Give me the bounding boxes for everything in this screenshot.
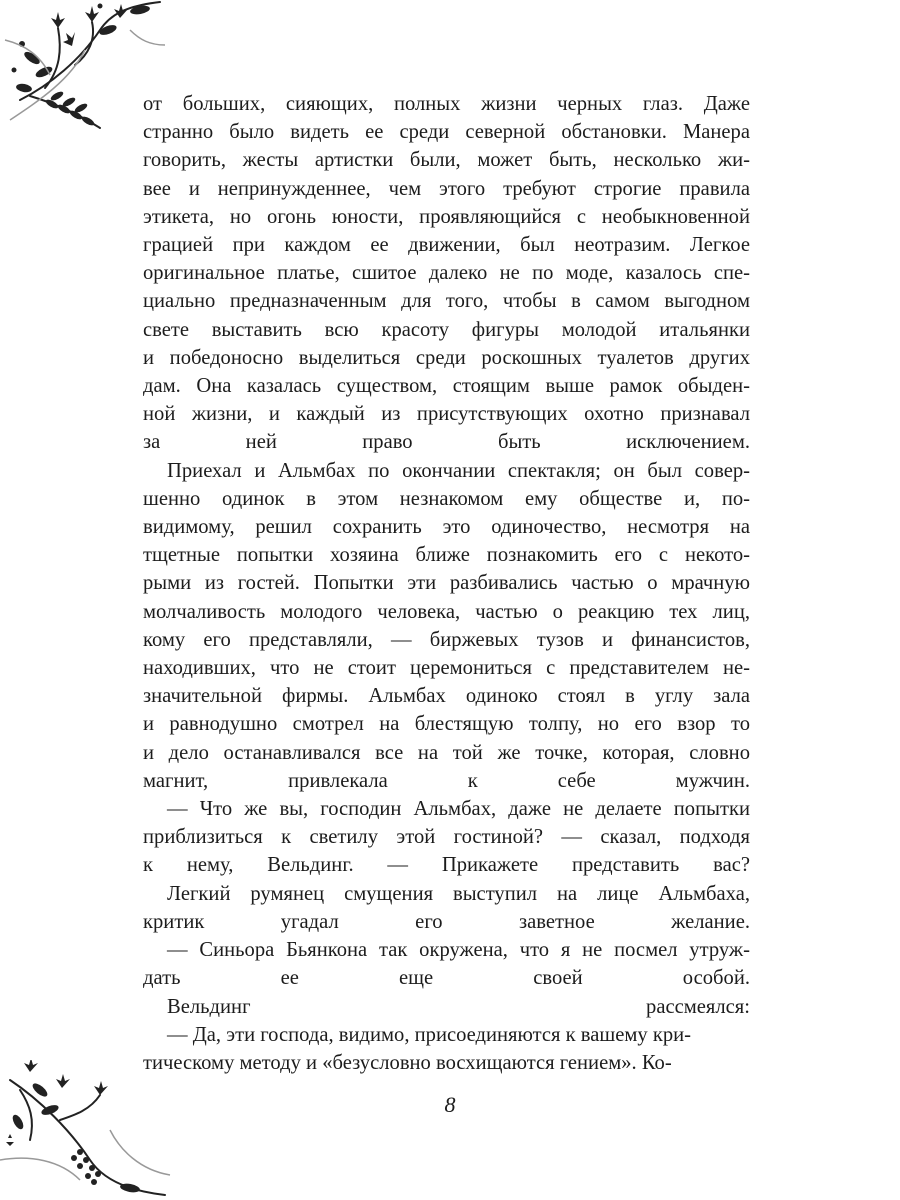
text-line: ной жизни, и каждый из присутствующих охотно признавал [143,403,750,426]
text-line: и победоносно выделиться среди роскошных туалетов других [143,346,750,369]
paragraph [143,457,750,795]
text-line: видимому, решил сохранить это одиночество, несмотря на [143,516,750,539]
text-line: — Что же вы, господин Альмбах, даже не делаете попытки [167,798,750,821]
text-line: приблизиться к светилу этой гостиной? — сказал, подходя [143,826,750,849]
text-line: вее и непринужденнее, чем этого требуют строгие правила [143,177,750,200]
page-body [143,90,750,1077]
paragraph [143,936,750,992]
text-line: магнит, привлекала к себе мужчин. [143,769,750,792]
text-line: этикета, но огонь юности, проявляющийся с необыкновенной [143,205,750,228]
text-line: — Да, эти господа, видимо, присоединяются к вашему кри- [167,1023,692,1046]
paragraph [143,993,750,1021]
text-line: и равнодушно смотрел на блестящую толпу, но его взор то [143,713,750,736]
text-line: от больших, сияющих, полных жизни черных глаз. Даже [143,93,750,115]
text-line: находивших, что не стоит церемониться с представителем не- [143,657,750,680]
text-line: Легкий румянец смущения выступил на лице Альмбаха, [167,882,750,905]
text-line: Приехал и Альмбах по окончании спектакля; он был совер- [167,459,750,482]
text-line: циально предназначенным для того, чтобы в самом выгодном [143,290,750,313]
text-line: странно было видеть ее среди северной обстановки. Манера [143,121,750,144]
text-line: молчаливость молодого человека, частью о реакцию тех лиц, [143,600,750,623]
floral-ornament-bottom [0,1060,175,1200]
text-line: значительной фирмы. Альмбах одиноко стоял в углу зала [143,685,750,708]
paragraph [143,90,750,457]
paragraph [143,880,750,936]
page-number: 8 [444,1092,456,1117]
text-line: шенно одинок в этом незнакомом ему обществе и, по- [143,487,750,510]
text-line: рыми из гостей. Попытки эти разбивались частью о мрачную [143,572,750,595]
text-line: кому его представляли, — биржевых тузов и финансистов, [143,628,750,651]
text-line: дам. Она казалась существом, стоящим выше рамок обыден- [143,375,750,398]
text-line: Вельдинг рассмеялся: [167,995,750,1018]
text-line: свете выставить всю красоту фигуры молодой итальянки [143,318,750,341]
text-line: дать ее еще своей особой. [143,967,750,990]
text-line: к нему, Вельдинг. — Прикажете представить вас? [143,854,750,877]
text-line: критик угадал его заветное желание. [143,910,750,933]
text-line: — Синьора Бьянкона так окружена, что я не посмел утруж- [167,939,750,962]
paragraph [143,1021,750,1077]
text-line: говорить, жесты артистки были, может быть, несколько жи- [143,149,750,172]
text-line: и дело останавливался все на той же точке, которая, словно [143,741,750,764]
text-line: тическому методу и «безусловно восхищаются гением». Ко- [143,1051,672,1074]
text-line: грацией при каждом ее движении, был неотразим. Легкое [143,234,750,257]
text-line: за ней право быть исключением. [143,431,750,454]
text-line: тщетные попытки хозяина ближе познакомить его с некото- [143,544,750,567]
paragraph [143,795,750,880]
text-line: оригинальное платье, сшитое далеко не по моде, казалось спе- [143,262,750,285]
